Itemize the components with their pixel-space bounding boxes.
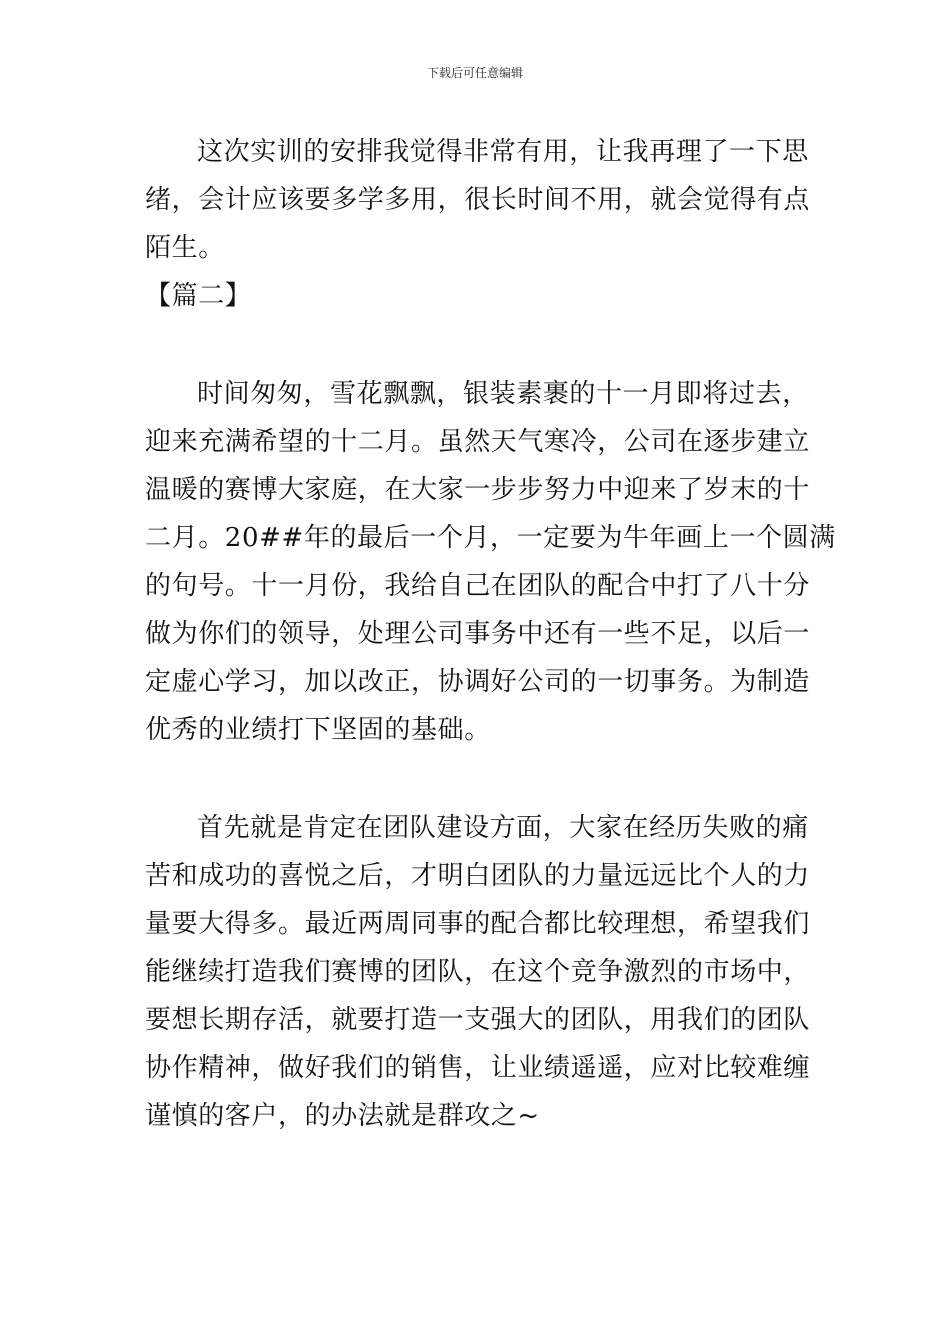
- paragraph-1: [145, 128, 811, 272]
- text-line: 时间匆匆，雪花飘飘，银装素裹的十一月即将过去，: [197, 379, 809, 409]
- paragraph-3: [145, 804, 811, 1140]
- spacer: [145, 320, 807, 370]
- paragraph-2: [145, 370, 836, 754]
- page-header: 下载后可任意编辑: [426, 66, 523, 80]
- text-line: 量要大得多。最近两周同事的配合都比较理想，希望我们: [145, 909, 811, 939]
- text-line: 的句号。十一月份，我给自己在团队的配合中打了八十分: [145, 571, 811, 601]
- text-line: 能继续打造我们赛博的团队，在这个竞争激烈的市场中，: [145, 957, 811, 987]
- text-line: 协作精神，做好我们的销售，让业绩遥遥，应对比较难缠: [145, 1053, 811, 1083]
- text-line: 迎来充满希望的十二月。虽然天气寒冷，公司在逐步建立: [145, 427, 811, 457]
- text-line: 这次实训的安排我觉得非常有用，让我再理了一下思: [197, 137, 809, 167]
- text-line: 二月。20##年的最后一个月，一定要为牛年画上一个圆满: [145, 523, 836, 553]
- text-line: 陌生。: [145, 233, 225, 263]
- text-line: 温暖的赛博大家庭，在大家一步步努力中迎来了岁末的十: [145, 475, 811, 505]
- text-line: 优秀的业绩打下坚固的基础。: [145, 715, 491, 745]
- text-line: 谨慎的客户，的办法就是群攻之~: [145, 1101, 540, 1131]
- text-line: 绪，会计应该要多学多用，很长时间不用，就会觉得有点: [145, 185, 811, 215]
- document-body: [145, 128, 836, 1140]
- text-line: 定虚心学习，加以改正，协调好公司的一切事务。为制造: [145, 667, 811, 697]
- text-line: 苦和成功的喜悦之后，才明白团队的力量远远比个人的力: [145, 861, 811, 891]
- spacer: [145, 754, 807, 804]
- section-title: 【篇二】: [145, 281, 252, 311]
- text-line: 要想长期存活，就要打造一支强大的团队，用我们的团队: [145, 1005, 811, 1035]
- text-line: 做为你们的领导，处理公司事务中还有一些不足，以后一: [145, 619, 811, 649]
- text-line: 首先就是肯定在团队建设方面，大家在经历失败的痛: [197, 813, 809, 843]
